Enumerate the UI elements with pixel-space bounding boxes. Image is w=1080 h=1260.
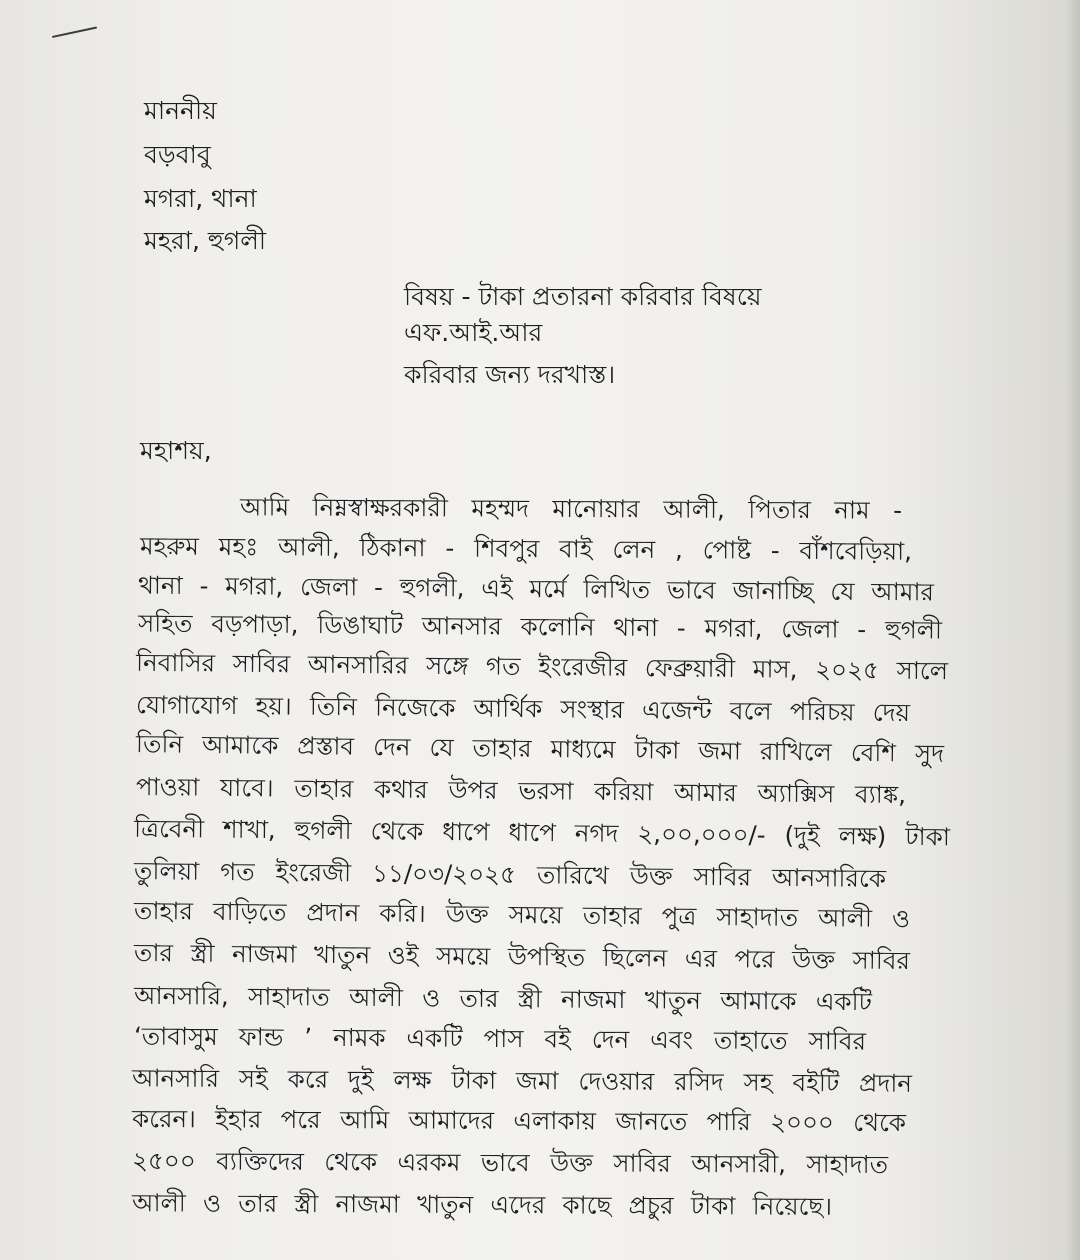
body-line-16: করেন। ইহার পরে আমি আমাদের এলাকায় জানতে পারি ২০০০ থেকে <box>131 1103 907 1138</box>
body-line-12: তার স্ত্রী নাজমা খাতুন ওই সময়ে উপস্থিত ছিলেন এর পরে উক্ত সাবির <box>133 937 911 976</box>
subject-line-2: এফ.আই.আর <box>404 318 543 347</box>
recipient-line-3: মগরা, থানা <box>144 184 257 213</box>
subject-line-3: করিবার জন্য দরখাস্ত। <box>404 360 616 389</box>
body-line-1: আমি নিম্নস্বাক্ষরকারী মহম্মদ মানোয়ার আলী, পিতার নাম - <box>239 492 903 525</box>
recipient-line-4: মহরা, হুগলী <box>144 226 267 255</box>
body-line-9: ত্রিবেনী শাখা, হুগলী থেকে ধাপে ধাপে নগদ ২,০০,০০০/- (দুই লক্ষ) টাকা <box>133 813 951 852</box>
body-line-6: যোগাযোগ হয়। তিনি নিজেকে আর্থিক সংস্থার এজেন্ট বলে পরিচয় দেয় <box>135 689 911 728</box>
body-line-14: ‘তাবাসুম ফান্ড ’ নামক একটি পাস বই দেন এবং তাহাতে সাবির <box>133 1021 867 1056</box>
body-line-4: সহিত বড়পাড়া, ডিঙাঘাট আনসার কলোনি থানা - মগরা, জেলা - হুগলী <box>137 608 943 645</box>
body-line-10: তুলিয়া গত ইংরেজী ১১/০৩/২০২৫ তারিখে উক্ত সাবির আনসারিকে <box>133 856 887 893</box>
body-line-18: আলী ও তার স্ত্রী নাজমা খাতুন এদের কাছে প্রচুর টাকা নিয়েছে। <box>131 1188 833 1221</box>
recipient-line-1: মাননীয় <box>144 96 217 125</box>
body-line-15: আনসারি সই করে দুই লক্ষ টাকা জমা দেওয়ার রসিদ সহ বইটি প্রদান <box>131 1063 913 1098</box>
body-line-17: ২৫০০ ব্যক্তিদের থেকে এরকম ভাবে উক্ত সাবির আনসারী, সাহাদাত <box>131 1146 889 1179</box>
pen-stroke-mark <box>52 26 97 38</box>
body-line-3: থানা - মগরা, জেলা - হুগলী, এই মর্মে লিখিত ভাবে জানাচ্ছি যে আমার <box>137 570 935 607</box>
body-line-13: আনসারি, সাহাদাত আলী ও তার স্ত্রী নাজমা খাতুন আমাকে একটি <box>133 980 873 1017</box>
subject-line-1: বিষয় - টাকা প্রতারনা করিবার বিষয়ে <box>404 282 762 311</box>
body-line-11: তাহার বাড়িতে প্রদান করি। উক্ত সময়ে তাহার পুত্র সাহাদাত আলী ও <box>133 895 911 934</box>
body-line-2: মহরুম মহঃ আলী, ঠিকানা - শিবপুর বাই লেন , পোষ্ট - বাঁশবেড়িয়া, <box>139 531 913 566</box>
salutation: মহাশয়, <box>140 436 212 465</box>
body-line-5: নিবাসির সাবির আনসারির সঙ্গে গত ইংরেজীর ফেব্রুয়ারী মাস, ২০২৫ সালে <box>135 647 949 686</box>
body-line-8: পাওয়া যাবে। তাহার কথার উপর ভরসা করিয়া আমার অ্যাক্সিস ব্যাঙ্ক, <box>135 771 907 810</box>
body-line-7: তিনি আমাকে প্রস্তাব দেন যে তাহার মাধ্যমে টাকা জমা রাখিলে বেশি সুদ <box>135 729 945 768</box>
recipient-line-2: বড়বাবু <box>144 140 211 169</box>
